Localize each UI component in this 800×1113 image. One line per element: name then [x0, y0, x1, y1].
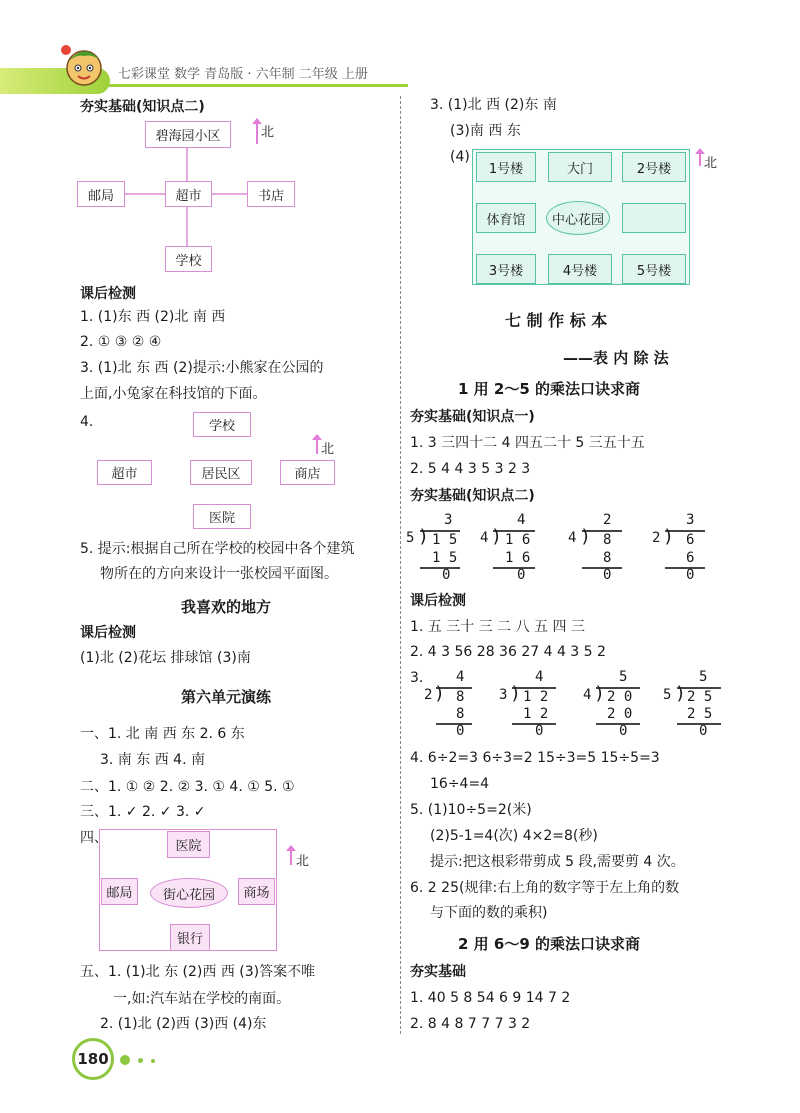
- answer-line: (4): [450, 149, 470, 165]
- division-quotient: 4: [517, 512, 526, 528]
- lesson-title: 2 用 6～9 的乘法口诀求商: [458, 935, 640, 953]
- chapter-subtitle: ——表 内 除 法: [563, 349, 669, 367]
- dot-icon: [138, 1058, 143, 1063]
- answer-line: 三、1. ✓ 2. ✓ 3. ✓: [80, 804, 206, 820]
- map-box-top: 学校: [193, 412, 251, 437]
- division-product: 8: [456, 706, 465, 722]
- division-rule: [493, 567, 535, 569]
- division-dividend: 1 2: [523, 689, 549, 705]
- division-divisor: 4: [583, 687, 592, 703]
- division-divisor: 4: [480, 530, 489, 546]
- answer-line: 3. 南 东 西 4. 南: [100, 752, 205, 768]
- north-label: 北: [296, 854, 310, 869]
- grid-cell: 4号楼: [548, 254, 612, 284]
- answer-line: 2. (1)北 (2)西 (3)西 (4)东: [100, 1016, 267, 1032]
- answer-line: 3. (1)北 西 (2)东 南: [430, 97, 557, 113]
- answer-line: 1. 3 三四十二 4 四五二十 5 三五十五: [410, 435, 645, 451]
- answer-line: 二、1. ① ② 2. ② 3. ① 4. ① 5. ①: [80, 779, 295, 795]
- division-quotient: 2: [603, 512, 612, 528]
- map-box-top: 医院: [167, 831, 210, 858]
- answer-line: 4.: [80, 414, 94, 430]
- map-box-left: 邮局: [77, 181, 125, 207]
- division-remainder: 0: [456, 723, 465, 739]
- division-quotient: 5: [619, 669, 628, 685]
- division-dividend: 2 0: [607, 689, 633, 705]
- division-divisor: 5: [406, 530, 415, 546]
- division-divisor: 2: [424, 687, 433, 703]
- map-box-bottom: 医院: [193, 504, 251, 529]
- answer-line: (2)5-1=4(次) 4×2=8(秒): [430, 828, 598, 844]
- division-bracket: ): [675, 683, 686, 704]
- grid-cell: 2号楼: [622, 152, 686, 182]
- chapter-title: 七 制 作 标 本: [505, 311, 608, 330]
- connector: [186, 147, 188, 182]
- division-divisor: 5: [663, 687, 672, 703]
- map-box-right: 商店: [280, 460, 335, 485]
- division-remainder: 0: [619, 723, 628, 739]
- division-divisor: 2: [652, 530, 661, 546]
- section-heading: 夯实基础(知识点二): [410, 488, 535, 504]
- division-product: 1 5: [432, 550, 458, 566]
- division-product: 8: [603, 550, 612, 566]
- subsection-title: 我喜欢的地方: [181, 598, 272, 616]
- division-rule: [665, 567, 705, 569]
- answer-line: 1. 40 5 8 54 6 9 14 7 2: [410, 990, 571, 1006]
- arrow-up-icon: [316, 438, 318, 454]
- grid-cell-ellipse: 中心花园: [546, 201, 610, 235]
- division-dividend: 1 5: [432, 532, 458, 548]
- division-remainder: 0: [699, 723, 708, 739]
- division-rule: [436, 723, 472, 725]
- division-bracket: ): [434, 683, 445, 704]
- answer-line: 5. (1)10÷5=2(米): [410, 802, 532, 818]
- division-bracket: ): [491, 526, 502, 547]
- header-title: 七彩课堂 数学 青岛版 · 六年制 二年级 上册: [118, 67, 368, 82]
- north-label: 北: [321, 442, 335, 457]
- answer-line: 1. 五 三十 三 二 八 五 四 三: [410, 619, 585, 635]
- answer-line: 一,如:汽车站在学校的南面。: [113, 991, 291, 1007]
- division-bracket: ): [663, 526, 674, 547]
- answer-line: 3.: [410, 670, 424, 686]
- map-box-left: 邮局: [101, 878, 138, 905]
- page-number-badge: [72, 1038, 114, 1080]
- answer-line: 4. 6÷2=3 6÷3=2 15÷3=5 15÷5=3: [410, 750, 660, 766]
- division-quotient: 3: [686, 512, 695, 528]
- division-bracket: ): [594, 683, 605, 704]
- header-line: [108, 84, 408, 87]
- division-quotient: 4: [535, 669, 544, 685]
- answer-line: 1. (1)东 西 (2)北 南 西: [80, 309, 226, 325]
- map-box-center: 超市: [165, 181, 212, 207]
- division-rule: [512, 723, 556, 725]
- division-rule: [596, 723, 640, 725]
- division-remainder: 0: [535, 723, 544, 739]
- division-product: 1 2: [523, 706, 549, 722]
- answer-line: 提示:把这根彩带剪成 5 段,需要剪 4 次。: [430, 854, 685, 870]
- division-dividend: 2 5: [687, 689, 713, 705]
- column-divider: [400, 96, 401, 1034]
- division-bracket: ): [580, 526, 591, 547]
- division-remainder: 0: [517, 567, 526, 583]
- grid-cell: 5号楼: [622, 254, 686, 284]
- grid-cell: [622, 203, 686, 233]
- division-quotient: 5: [699, 669, 708, 685]
- division-quotient: 4: [456, 669, 465, 685]
- division-product: 2 0: [607, 706, 633, 722]
- division-remainder: 0: [686, 567, 695, 583]
- division-rule: [420, 567, 460, 569]
- division-divisor: 3: [499, 687, 508, 703]
- division-quotient: 3: [444, 512, 453, 528]
- map-box-center: 居民区: [190, 460, 252, 485]
- map-box-bottom: 学校: [165, 246, 212, 272]
- answer-line: 与下面的数的乘积): [430, 905, 548, 921]
- division-bracket: ): [418, 526, 429, 547]
- division-dividend: 8: [603, 532, 612, 548]
- answer-line: 五、1. (1)北 东 (2)西 西 (3)答案不唯: [80, 964, 316, 980]
- answer-line: (3)南 西 东: [450, 123, 521, 139]
- answer-line: 6. 2 25(规律:右上角的数字等于左上角的数: [410, 880, 680, 896]
- answer-line: 5. 提示:根据自己所在学校的校园中各个建筑: [80, 541, 355, 557]
- connector: [125, 193, 165, 195]
- north-label: 北: [704, 156, 718, 171]
- section-heading: 夯实基础(知识点二): [80, 99, 205, 115]
- answer-line: 上面,小兔家在科技馆的下面。: [80, 386, 267, 402]
- section-heading: 夯实基础(知识点一): [410, 409, 535, 425]
- answer-line: 2. ① ③ ② ④: [80, 334, 162, 350]
- division-product: 1 6: [505, 550, 531, 566]
- grid-cell: 大门: [548, 152, 612, 182]
- division-divisor: 4: [568, 530, 577, 546]
- arrow-up-icon: [256, 122, 258, 144]
- map-box-right: 书店: [247, 181, 295, 207]
- section-heading: 夯实基础: [410, 964, 466, 980]
- division-dividend: 1 6: [505, 532, 531, 548]
- mascot-icon: [58, 40, 108, 96]
- dot-icon: [151, 1059, 155, 1063]
- division-dividend: 8: [456, 689, 465, 705]
- answer-line: 3. (1)北 东 西 (2)提示:小熊家在公园的: [80, 360, 324, 376]
- answer-line: 四、: [80, 830, 108, 846]
- section-heading: 课后检测: [410, 593, 466, 609]
- grid-cell: 体育馆: [476, 203, 536, 233]
- north-label: 北: [261, 125, 275, 140]
- dot-icon: [120, 1055, 130, 1065]
- division-dividend: 6: [686, 532, 695, 548]
- map-box-bottom: 银行: [170, 924, 210, 951]
- answer-line: (1)北 (2)花坛 排球馆 (3)南: [80, 650, 251, 666]
- connector: [186, 206, 188, 246]
- grid-cell: 3号楼: [476, 254, 536, 284]
- page-number: 180: [77, 1050, 109, 1068]
- subsection-title: 第六单元演练: [181, 688, 272, 706]
- answer-line: 一、1. 北 南 西 东 2. 6 东: [80, 726, 245, 742]
- connector: [212, 193, 247, 195]
- division-rule: [582, 567, 622, 569]
- map-box-left: 超市: [97, 460, 152, 485]
- section-heading: 课后检测: [80, 625, 136, 641]
- section-heading: 课后检测: [80, 286, 136, 302]
- division-remainder: 0: [603, 567, 612, 583]
- arrow-up-icon: [286, 845, 296, 851]
- answer-line: 2. 5 4 4 3 5 3 2 3: [410, 461, 531, 477]
- map-box-right: 商场: [238, 878, 275, 905]
- answer-line: 2. 4 3 56 28 36 27 4 4 3 5 2: [410, 644, 606, 660]
- arrow-up-icon: [290, 849, 292, 865]
- arrow-up-icon: [699, 152, 701, 166]
- answer-line: 物所在的方向来设计一张校园平面图。: [100, 566, 338, 582]
- map-ellipse-center: 街心花园: [150, 878, 228, 908]
- division-product: 2 5: [687, 706, 713, 722]
- division-product: 6: [686, 550, 695, 566]
- division-bracket: ): [510, 683, 521, 704]
- lesson-title: 1 用 2～5 的乘法口诀求商: [458, 380, 640, 398]
- map-box-top: 碧海园小区: [145, 121, 231, 148]
- division-remainder: 0: [442, 567, 451, 583]
- answer-line: 2. 8 4 8 7 7 7 3 2: [410, 1016, 531, 1032]
- grid-cell: 1号楼: [476, 152, 536, 182]
- answer-line: 16÷4=4: [430, 776, 490, 792]
